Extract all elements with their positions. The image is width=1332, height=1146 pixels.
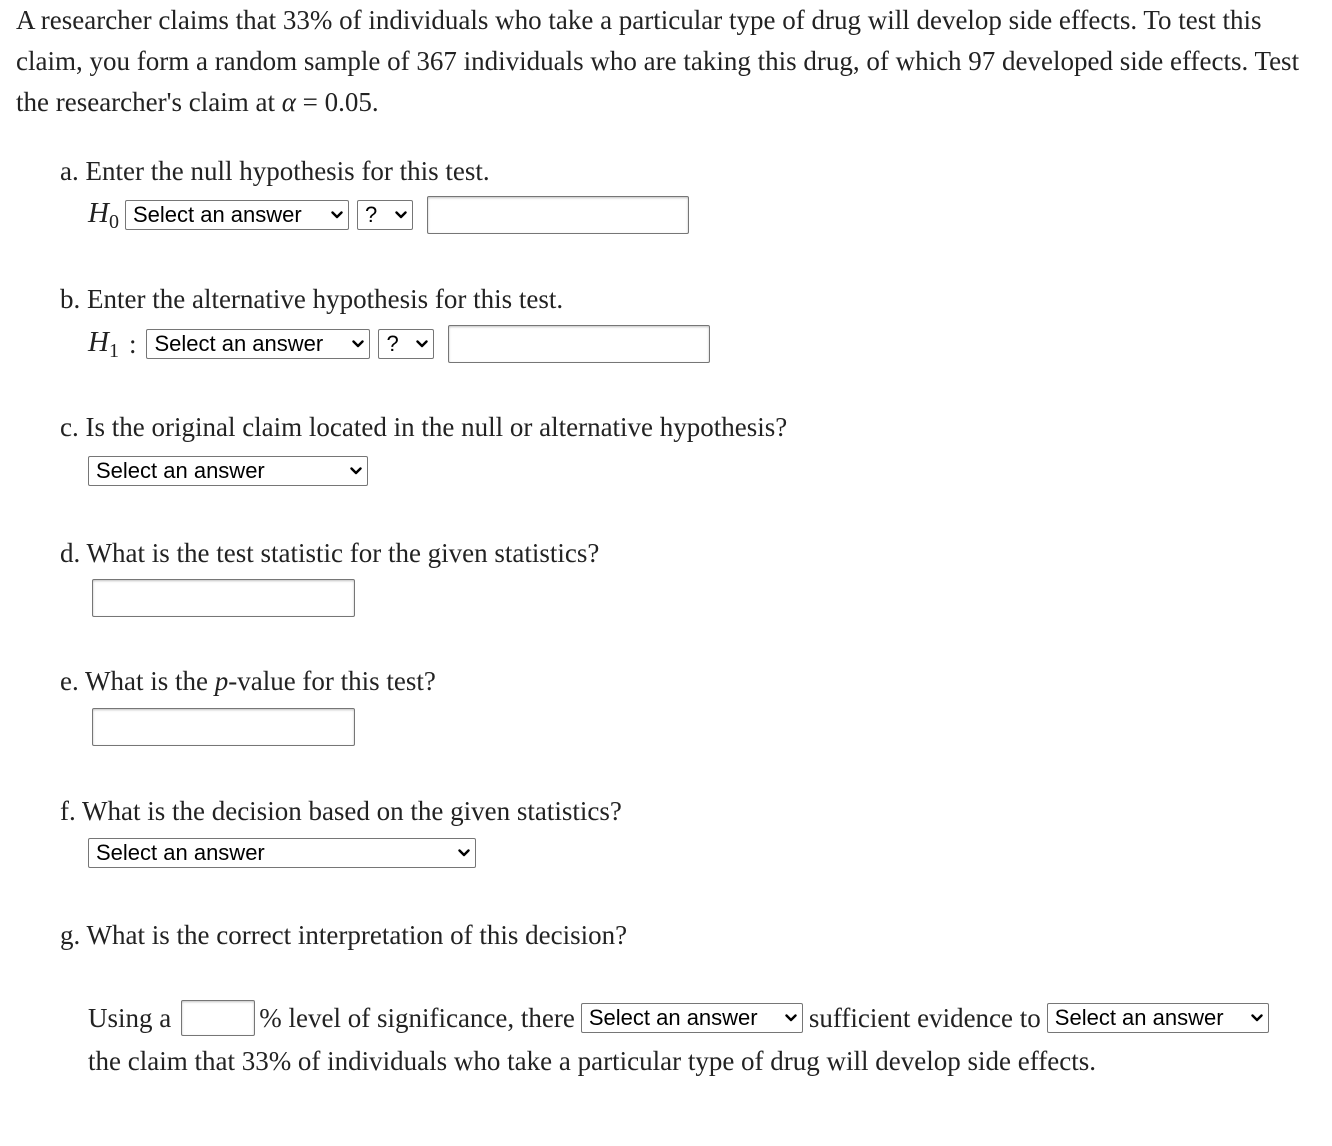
null-operator-select[interactable]: ? (357, 200, 413, 230)
question-e-answer-row (92, 708, 355, 746)
null-parameter-select[interactable]: Select an answer (125, 200, 349, 230)
question-a-answer-row (88, 196, 689, 234)
alternative-operator-select[interactable]: ? (378, 329, 434, 359)
interpretation-claim-text: the claim that 33% of individuals who take a particular type of drug will develop side effects. (88, 1046, 1096, 1076)
chevron-down-icon (395, 209, 407, 221)
alpha-symbol: α (281, 87, 296, 117)
question-b-answer-row: $H_1$ : Select an answer ? (88, 325, 710, 363)
question-e-label: e. What is the p-value for this test? (60, 666, 436, 696)
question-b-label: b. Enter the alternative hypothesis for this test. (60, 284, 564, 314)
question-c-label: c. Is the original claim located in the null or alternative hypothesis? (60, 412, 788, 442)
chevron-down-icon (458, 847, 470, 859)
null-value-input[interactable] (427, 196, 689, 234)
alternative-parameter-select[interactable]: Select an answer (146, 329, 370, 359)
test-statistic-input[interactable] (92, 579, 355, 617)
chevron-down-icon (331, 209, 343, 221)
question-f-answer-row (88, 838, 484, 868)
chevron-down-icon (352, 338, 364, 350)
problem-statement: A researcher claims that 33% of individuals who take a particular type of drug will develop side effects. To test this claim, you form a random sample of 367 individuals who are taking this drug, of which 97 developed side effects. Test the researcher's claim at α = 0.05. (16, 5, 1300, 117)
question-d-answer-row (92, 579, 355, 617)
p-value-input[interactable] (92, 708, 355, 746)
question-g-label: g. What is the correct interpretation of this decision? (60, 920, 628, 950)
question-c-answer-row (88, 456, 376, 486)
decision-select[interactable]: Select an answer (88, 838, 476, 868)
significance-level-input[interactable] (181, 1000, 255, 1036)
chevron-down-icon (785, 1012, 797, 1024)
h0-symbol: $H_0$ (88, 196, 119, 233)
chevron-down-icon (1251, 1012, 1263, 1024)
chevron-down-icon (350, 465, 362, 477)
interpretation-sentence: Using a % level of significance, there Select an answer sufficient evidence to Select an answer (88, 1000, 1275, 1036)
evidence-select[interactable]: Select an answer (581, 1003, 803, 1033)
claim-action-select[interactable]: Select an answer (1047, 1003, 1269, 1033)
h1-symbol: $H_1$ (88, 325, 119, 362)
question-f-label: f. What is the decision based on the given statistics? (60, 796, 622, 826)
chevron-down-icon (416, 338, 428, 350)
question-a-label: a. Enter the null hypothesis for this test. (60, 156, 490, 186)
claim-location-select[interactable]: Select an answer (88, 456, 368, 486)
alternative-value-input[interactable] (448, 325, 710, 363)
question-d-label: d. What is the test statistic for the given statistics? (60, 538, 600, 568)
